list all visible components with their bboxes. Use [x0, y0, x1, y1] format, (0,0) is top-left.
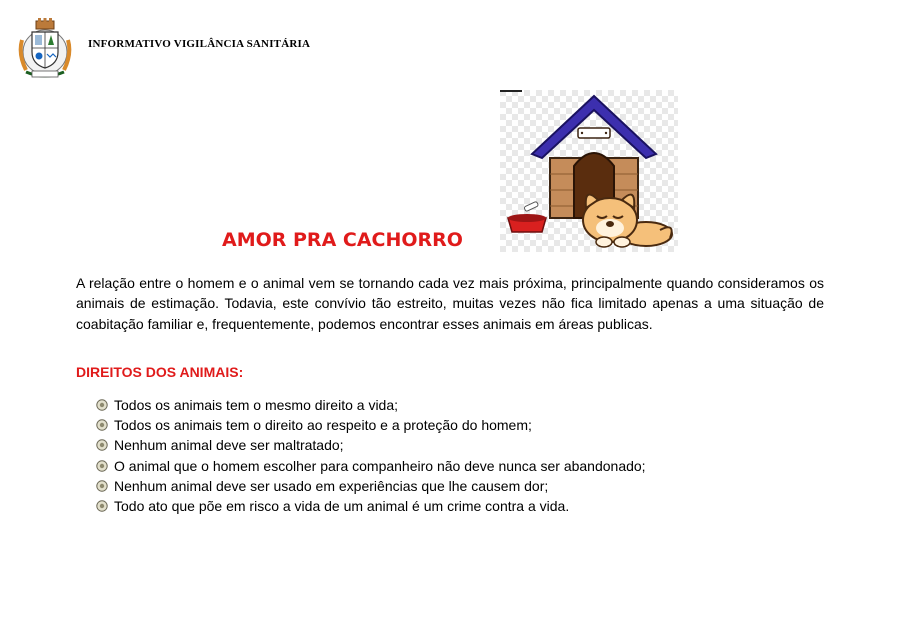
round-bullet-icon: [96, 439, 108, 451]
list-item: [96, 496, 646, 516]
dog-and-doghouse-icon: [500, 90, 678, 252]
list-item-text: Nenhum animal deve ser usado em experiências que lhe causem dor;: [114, 477, 549, 494]
intro-paragraph: A relação entre o homem e o animal vem se tornando cada vez mais próxima, principalmente quando consideramos os animais de estimação. Todavia, este convívio tão estreito, muitas vezes não fica limitado apenas a uma situação de coabitação familiar e, frequentemente, podemos encontrar esses animais em áreas publicas.: [76, 275, 824, 332]
main-title: AMOR PRA CACHORRO: [222, 229, 463, 251]
list-item-text: Todos os animais tem o mesmo direito a vida;: [114, 397, 399, 414]
list-item: [96, 395, 646, 415]
header: [18, 18, 468, 82]
rights-list: [96, 395, 646, 516]
list-item-text: Todos os animais tem o direito ao respeito e a proteção do homem;: [114, 417, 532, 434]
header-title: INFORMATIVO VIGILÂNCIA SANITÁRIA: [88, 38, 311, 50]
list-item-text: O animal que o homem escolher para companheiro não deve nunca ser abandonado;: [114, 457, 646, 474]
round-bullet-icon: [96, 399, 108, 411]
list-item: [96, 435, 646, 455]
round-bullet-icon: [96, 480, 108, 492]
rights-heading: DIREITOS DOS ANIMAIS:: [76, 364, 244, 380]
list-item: [96, 476, 646, 496]
list-item: [96, 456, 646, 476]
round-bullet-icon: [96, 500, 108, 512]
list-item: [96, 415, 646, 435]
list-item-text: Nenhum animal deve ser maltratado;: [114, 437, 344, 454]
list-item-text: Todo ato que põe em risco a vida de um animal é um crime contra a vida.: [114, 498, 570, 515]
coat-of-arms-icon: [18, 18, 72, 80]
round-bullet-icon: [96, 419, 108, 431]
round-bullet-icon: [96, 460, 108, 472]
